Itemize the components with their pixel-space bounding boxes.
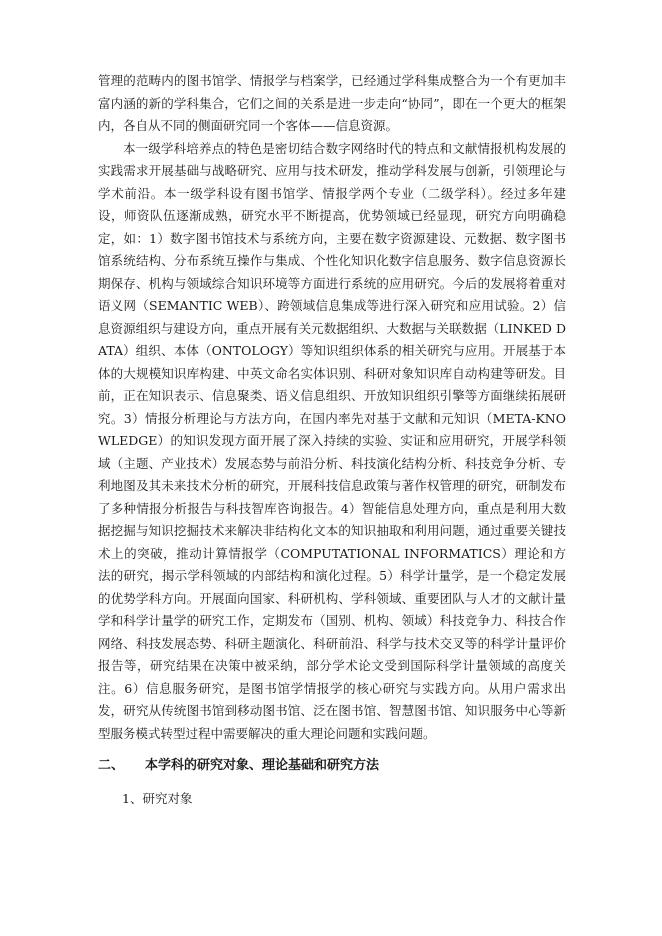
document-page: [98, 70, 566, 810]
section-heading: [98, 755, 566, 778]
subsection-heading: 1、研究对象: [122, 790, 193, 806]
section-number: 二、: [98, 758, 125, 773]
paragraph-1: 管理的范畴内的图书馆学、情报学与档案学，已经通过学科集成整合为一个有更加丰富内涵的新的学科集合，它们之间的关系是进一步走向“协同”，即在一个更大的框架内，各自从不同的侧面研究同一个客体——信息资源。: [98, 73, 566, 133]
section-title: 本学科的研究对象、理论基础和研究方法: [145, 758, 380, 773]
paragraph-2: 本一级学科培养点的特色是密切结合数字网络时代的特点和文献情报机构发展的实践需求开展基础与战略研究、应用与技术研发，推动学科发展与创新，引领理论与学术前沿。本一级学科设有图书馆学、情报学两个专业（二级学科）。经过多年建设，师资队伍逐渐成熟，研究水平不断提高，优势领域已经显现，研究方向明确稳定，如：1）数字图书馆技术与系统方向，主要在数字资源建设、元数据、数字图书馆系统结构、分布系统互操作与集成、个性化知识化数字信息服务、数字信息资源长期保存、机构与领域综合知识环境等方面进行系统的应用研究。今后的发展将着重对语义网（SEMANTIC WEB）、跨领域信息集成等进行深入研究和应用试验。2）信息资源组织与建设方向，重点开展有关元数据组织、大数据与关联数据（LINKED DATA）组织、本体（ONTOLOGY）等知识组织体系的相关研究与应用。开展基于本体的大规模知识库构建、中英文命名实体识别、科研对象知识库自动构建等研发。目前，正在知识表示、信息聚类、语义信息组织、开放知识组织引擎等方面继续拓展研究。3）情报分析理论与方法方向，在国内率先对基于文献和元知识（META-KNOWLEDGE）的知识发现方面开展了深入持续的实验、实证和应用研究，开展学科领域（主题、产业技术）发展态势与前沿分析、科技演化结构分析、科技竞争分析、专利地图及其未来技术分析的研究，开展科技信息政策与著作权管理的研究，研制发布了多种情报分析报告与科技智库咨询报告。4）智能信息处理方向，重点是利用大数据挖掘与知识挖掘技术来解决非结构化文本的知识抽取和利用问题，通过重要关键技术上的突破，推动计算情报学（COMPUTATIONAL INFORMATICS）理论和方法的研究，揭示学科领域的内部结构和演化过程。5）科学计量学，是一个稳定发展的优势学科方向。开展面向国家、科研机构、学科领域、重要团队与人才的文献计量学和科学计量学的研究工作，定期发布（国别、机构、领域）科技竞争力、科技合作网络、科技发展态势、科研主题演化、科研前沿、科学与技术交叉等的科学计量评价报告等，研究结果在决策中被采纳，部分学术论文受到国际科学计量领域的高度关注。6）信息服务研究，是图书馆学情报学的核心研究与实践方向。从用户需求出发，研究从传统图书馆到移动图书馆、泛在图书馆、智慧图书馆、知识服务中心等新型服务模式转型过程中需要解决的重大理论问题和实践问题。: [98, 140, 566, 741]
